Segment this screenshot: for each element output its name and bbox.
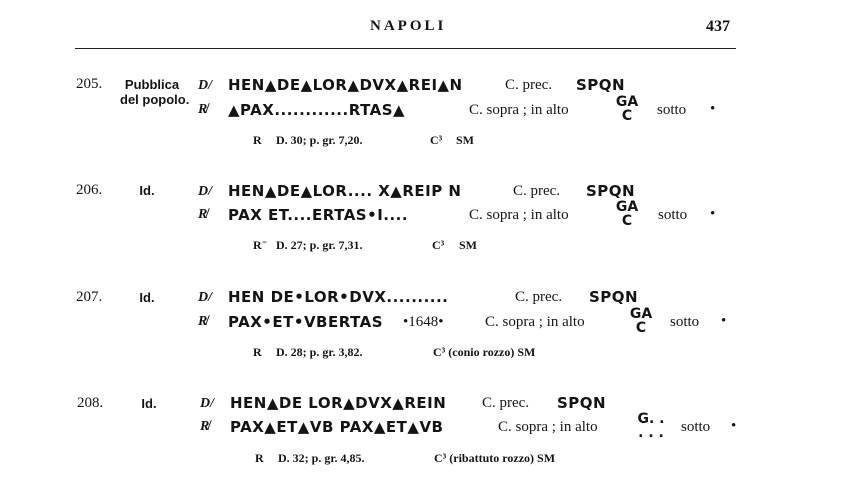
obverse-symbol: D/ — [198, 290, 212, 305]
metal-code: R ̄ — [253, 238, 265, 252]
reverse-type: C. sopra ; in alto — [469, 207, 569, 223]
mint-mark-top: G. . — [637, 411, 665, 427]
obverse-type: C. prec. — [482, 395, 530, 411]
mint-mark — [624, 307, 658, 335]
rarity: C³ (conio rozzo) SM — [433, 345, 536, 359]
bullet-mark: • — [731, 418, 737, 434]
reverse-symbol: R̸ — [198, 207, 208, 222]
entry-number: 208. — [77, 395, 104, 411]
mint-mark-bottom: C — [621, 108, 633, 124]
obverse-type: C. prec. — [515, 289, 563, 305]
obverse-field: SPQN — [557, 394, 607, 412]
obverse-symbol: D/ — [200, 396, 214, 411]
reverse-symbol: R̸ — [200, 419, 210, 434]
metal-code: R — [253, 345, 262, 359]
reverse-legend: PAX•ET•VBERTAS — [228, 313, 384, 331]
mint-mark-bottom: . . . — [638, 425, 664, 441]
description-line: Id. — [141, 396, 157, 411]
mint-mark-top: GA — [629, 306, 653, 322]
bullet-mark: • — [710, 206, 716, 222]
mint-mark — [610, 200, 644, 228]
bullet-mark: • — [721, 313, 727, 329]
reverse-legend-date: •1648• — [403, 314, 444, 330]
obverse-field: SPQN — [589, 288, 639, 306]
collection: SM — [456, 133, 474, 147]
reverse-legend: PAX▲ET▲VB PAX▲ET▲VB — [230, 418, 444, 436]
obverse-type: C. prec. — [513, 183, 561, 199]
obverse-legend: HEN▲DE▲LOR▲DVX▲REI▲N — [228, 76, 463, 94]
entry-description — [122, 396, 176, 411]
entry-number: 207. — [76, 289, 103, 305]
metal-code: R — [253, 133, 262, 147]
entry-number: 205. — [76, 76, 103, 92]
diameter-weight: D. 32; p. gr. 4,85. — [278, 451, 365, 465]
reverse-type: C. sopra ; in alto — [485, 314, 585, 330]
running-title: NAPOLI — [370, 18, 447, 34]
metal-code: R — [255, 451, 264, 465]
mint-mark — [634, 412, 668, 440]
description-line: Id. — [139, 290, 155, 305]
obverse-field: SPQN — [586, 182, 636, 200]
reverse-symbol: R̸ — [198, 314, 208, 329]
obverse-legend: HEN▲DE▲LOR.... X▲REIP N — [228, 182, 462, 200]
reverse-symbol: R̸ — [198, 102, 208, 117]
reverse-type: C. sopra ; in alto — [469, 102, 569, 118]
mint-mark-top: GA — [615, 199, 639, 215]
sotto-label: sotto — [670, 314, 700, 330]
description-line: Pubblica — [124, 77, 180, 92]
sotto-label: sotto — [681, 419, 711, 435]
reverse-type: C. sopra ; in alto — [498, 419, 598, 435]
entry-description — [120, 183, 174, 198]
obverse-symbol: D/ — [198, 184, 212, 199]
obverse-type: C. prec. — [505, 77, 553, 93]
obverse-symbol: D/ — [198, 78, 212, 93]
entry-description — [120, 77, 190, 107]
entry-number: 206. — [76, 182, 103, 198]
description-line: Id. — [139, 183, 155, 198]
bullet-mark: • — [710, 101, 716, 117]
collection: SM — [459, 238, 477, 252]
diameter-weight: D. 30; p. gr. 7,20. — [276, 133, 363, 147]
obverse-field: SPQN — [576, 76, 626, 94]
reverse-legend: PAX ET....ERTAS•I.... — [228, 206, 409, 224]
mint-mark-bottom: C — [635, 320, 647, 336]
obverse-legend: HEN▲DE LOR▲DVX▲REIN — [230, 394, 447, 412]
description-line: del popolo. — [120, 92, 190, 107]
mint-mark — [610, 95, 644, 123]
reverse-legend: ▲PAX............RTAS▲ — [228, 101, 406, 119]
rarity: C³ (ribattuto rozzo) SM — [434, 451, 556, 465]
mint-mark-top: GA — [615, 94, 639, 110]
rarity: C³ — [430, 133, 443, 147]
rarity: C³ — [432, 238, 445, 252]
page-number: 437 — [706, 18, 730, 35]
mint-mark-bottom: C — [621, 213, 633, 229]
obverse-legend: HEN DE•LOR•DVX.......... — [228, 288, 449, 306]
sotto-label: sotto — [658, 207, 688, 223]
entry-description — [120, 290, 174, 305]
header-rule — [75, 48, 736, 49]
diameter-weight: D. 27; p. gr. 7,31. — [276, 238, 363, 252]
diameter-weight: D. 28; p. gr. 3,82. — [276, 345, 363, 359]
sotto-label: sotto — [657, 102, 687, 118]
